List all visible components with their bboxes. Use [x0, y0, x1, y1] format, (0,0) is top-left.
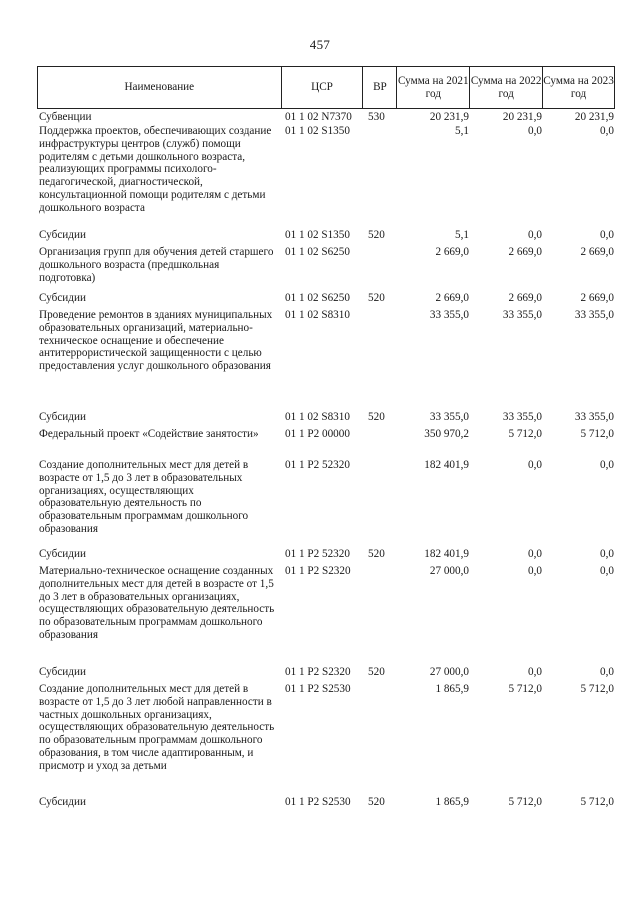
header-name: Наименование — [38, 67, 282, 108]
row-csr: 01 1 P2 S2530 — [285, 683, 351, 695]
table-row — [37, 565, 615, 666]
row-name: Создание дополнительных мест для детей в возрасте от 1,5 до 3 лет любой направленности в частных дошкольных организациях, осуществляющих образовательную деятельность по образовательным программам дошкольного образования, в том числе адаптированным, и присмотр и уход за детьми — [39, 683, 275, 772]
row-sum-2022: 5 712,0 — [508, 428, 542, 440]
row-name: Поддержка проектов, обеспечивающих создание инфраструктуры центров (служб) помощи родителям с детьми дошкольного возраста, реализующих программы психолого-педагогической, диагностической, консультационной помощи родителям с детьми дошкольного возраста — [39, 125, 272, 214]
table-body — [37, 111, 615, 813]
row-vr: 520 — [368, 548, 385, 560]
row-csr: 01 1 02 S1350 — [285, 125, 350, 137]
row-sum-2021: 182 401,9 — [424, 548, 469, 560]
row-sum-2023: 20 231,9 — [574, 111, 614, 123]
row-sum-2023: 0,0 — [600, 125, 614, 137]
row-sum-2021: 350 970,2 — [424, 428, 469, 440]
row-name: Материально-техническое оснащение созданных дополнительных мест для детей в возрасте от 1,5 до 3 лет в образовательных организациях, осуществляющих образовательную деятельность по образовательным программам дошкольного образования — [39, 565, 275, 641]
row-sum-2023: 5 712,0 — [580, 683, 614, 695]
row-csr: 01 1 02 S8310 — [285, 411, 350, 423]
row-sum-2022: 0,0 — [528, 548, 542, 560]
row-sum-2023: 5 712,0 — [580, 428, 614, 440]
row-sum-2022: 5 712,0 — [508, 683, 542, 695]
row-sum-2021: 2 669,0 — [435, 246, 469, 258]
row-sum-2021: 27 000,0 — [429, 565, 469, 577]
row-csr: 01 1 02 N7370 — [285, 111, 352, 123]
row-sum-2023: 0,0 — [600, 459, 614, 471]
table-row — [37, 459, 615, 548]
header-sum-2021: Сумма на 2021 год — [397, 67, 470, 108]
row-name: Субсидии — [39, 666, 86, 678]
row-vr: 520 — [368, 229, 385, 241]
row-sum-2023: 33 355,0 — [574, 309, 614, 321]
row-sum-2023: 0,0 — [600, 666, 614, 678]
row-sum-2021: 182 401,9 — [424, 459, 469, 471]
row-sum-2023: 2 669,0 — [580, 246, 614, 258]
row-vr: 520 — [368, 292, 385, 304]
table-row — [37, 292, 615, 309]
row-sum-2022: 0,0 — [528, 666, 542, 678]
row-name: Организация групп для обучения детей старшего дошкольного возраста (предшкольная подготовка) — [39, 246, 274, 284]
row-csr: 01 1 P2 52320 — [285, 548, 350, 560]
row-vr: 520 — [368, 411, 385, 423]
row-name: Создание дополнительных мест для детей в возрасте от 1,5 до 3 лет в образовательных организациях, осуществляющих образовательную деятельность по образовательным программам дошкольного образования — [39, 459, 249, 535]
row-csr: 01 1 02 S8310 — [285, 309, 350, 321]
header-csr: ЦСР — [282, 67, 364, 108]
row-sum-2021: 1 865,9 — [435, 796, 469, 808]
table-row — [37, 411, 615, 428]
row-name: Субсидии — [39, 292, 86, 304]
row-vr: 530 — [368, 111, 385, 123]
row-sum-2023: 2 669,0 — [580, 292, 614, 304]
row-name: Проведение ремонтов в зданиях муниципальных образовательных организаций, материально-техническое оснащение и обеспечение антитеррористической защищенности с целью предоставления услуг дошкольного образования — [39, 309, 273, 373]
table-row — [37, 796, 615, 813]
table-row — [37, 111, 615, 125]
row-vr: 520 — [368, 666, 385, 678]
row-csr: 01 1 P2 S2320 — [285, 565, 351, 577]
row-sum-2021: 33 355,0 — [429, 309, 469, 321]
row-csr: 01 1 P2 S2320 — [285, 666, 351, 678]
row-sum-2023: 33 355,0 — [574, 411, 614, 423]
table-row — [37, 548, 615, 565]
row-sum-2023: 0,0 — [600, 548, 614, 560]
table-header — [37, 66, 615, 109]
row-sum-2022: 2 669,0 — [508, 246, 542, 258]
header-sum-2022: Сумма на 2022 год — [470, 67, 543, 108]
row-name: Субсидии — [39, 548, 86, 560]
row-sum-2022: 0,0 — [528, 125, 542, 137]
table-row — [37, 246, 615, 292]
row-sum-2022: 20 231,9 — [502, 111, 542, 123]
row-name: Субсидии — [39, 796, 86, 808]
row-csr: 01 1 02 S1350 — [285, 229, 350, 241]
row-sum-2022: 0,0 — [528, 565, 542, 577]
row-csr: 01 1 02 S6250 — [285, 292, 350, 304]
row-sum-2021: 1 865,9 — [435, 683, 469, 695]
row-sum-2023: 0,0 — [600, 229, 614, 241]
row-name: Субвенции — [39, 111, 92, 123]
row-csr: 01 1 P2 S2530 — [285, 796, 351, 808]
row-sum-2021: 5,1 — [455, 229, 469, 241]
page-number: 457 — [309, 37, 331, 52]
row-vr: 520 — [368, 796, 385, 808]
row-sum-2022: 2 669,0 — [508, 292, 542, 304]
row-sum-2021: 33 355,0 — [429, 411, 469, 423]
table-row — [37, 666, 615, 683]
row-csr: 01 1 P2 52320 — [285, 459, 350, 471]
row-sum-2022: 33 355,0 — [502, 309, 542, 321]
table-row — [37, 428, 615, 459]
row-sum-2023: 0,0 — [600, 565, 614, 577]
row-name: Федеральный проект «Содействие занятости» — [39, 428, 259, 440]
table-row — [37, 683, 615, 796]
row-name: Субсидии — [39, 229, 86, 241]
row-sum-2023: 5 712,0 — [580, 796, 614, 808]
table-row — [37, 229, 615, 246]
row-sum-2021: 2 669,0 — [435, 292, 469, 304]
row-csr: 01 1 02 S6250 — [285, 246, 350, 258]
row-csr: 01 1 P2 00000 — [285, 428, 350, 440]
row-sum-2021: 27 000,0 — [429, 666, 469, 678]
row-sum-2021: 20 231,9 — [429, 111, 469, 123]
row-sum-2021: 5,1 — [455, 125, 469, 137]
header-sum-2023: Сумма на 2023 год — [543, 67, 615, 108]
budget-table — [37, 66, 615, 813]
row-sum-2022: 0,0 — [528, 229, 542, 241]
row-sum-2022: 33 355,0 — [502, 411, 542, 423]
row-name: Субсидии — [39, 411, 86, 423]
table-row — [37, 309, 615, 411]
row-sum-2022: 5 712,0 — [508, 796, 542, 808]
table-row — [37, 125, 615, 229]
header-vr: ВР — [363, 67, 397, 108]
row-sum-2022: 0,0 — [528, 459, 542, 471]
